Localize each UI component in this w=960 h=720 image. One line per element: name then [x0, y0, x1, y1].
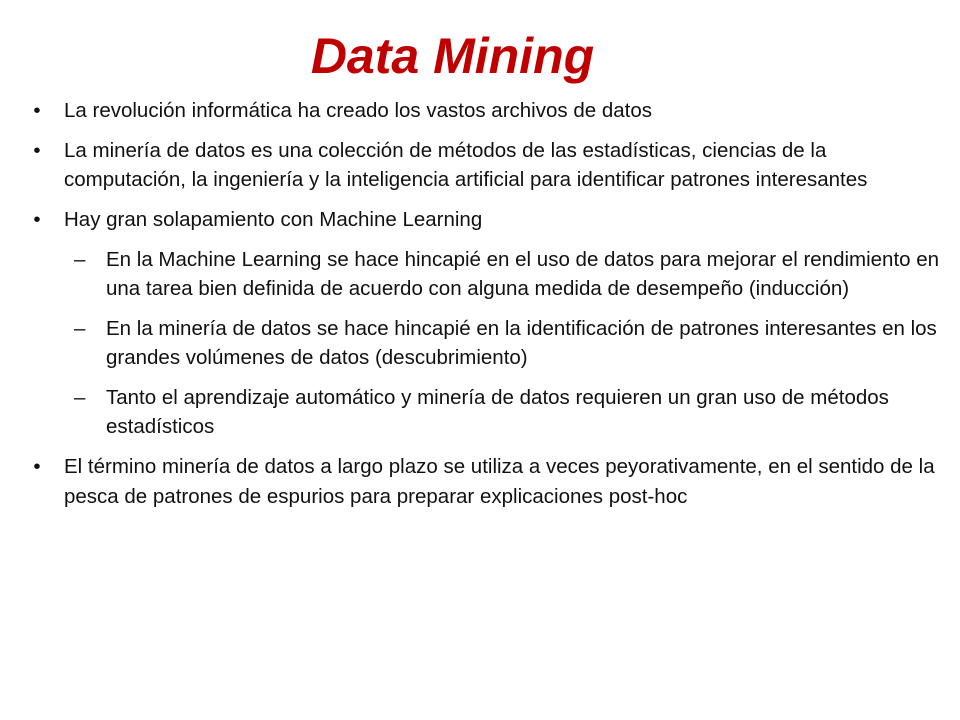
sub-bullet-item: [30, 383, 942, 441]
dash-marker: –: [74, 248, 86, 271]
bullet-text: El término minería de datos a largo plazo se utiliza a veces peyorativamente, en el sentido de la pesca de patrones de espurios para preparar explicaciones post-hoc: [64, 455, 935, 508]
bullet-text: La revolución informática ha creado los vastos archivos de datos: [64, 99, 652, 122]
dash-marker: –: [74, 317, 86, 340]
bullet-item: [30, 452, 942, 512]
bullet-list: [30, 96, 942, 523]
sub-bullet-item: [30, 314, 942, 372]
bullet-text: La minería de datos es una colección de métodos de las estadísticas, ciencias de la computación, la ingeniería y la inteligencia artificial para identificar patrones interesantes: [64, 139, 868, 191]
bullet-item: [30, 96, 942, 125]
bullet-marker: •: [33, 139, 41, 162]
bullet-text: Hay gran solapamiento con Machine Learning: [64, 208, 483, 231]
sub-bullet-text: En la Machine Learning se hace hincapié en el uso de datos para mejorar el rendimiento en una tarea bien definida de acuerdo con alguna medida de desempeño (inducción): [106, 248, 940, 300]
bullet-item: [30, 205, 942, 234]
sub-bullet-text: Tanto el aprendizaje automático y minería de datos requieren un gran uso de métodos estadísticos: [106, 386, 889, 438]
bullet-item: [30, 136, 942, 194]
bullet-marker: •: [33, 99, 41, 122]
bullet-marker: •: [33, 208, 41, 231]
sub-bullet-text: En la minería de datos se hace hincapié en la identificación de patrones interesantes en los grandes volúmenes de datos (descubrimiento): [106, 317, 937, 369]
sub-bullet-item: [30, 245, 942, 303]
bullet-marker: •: [33, 455, 41, 478]
slide-title: Data Mining: [310, 28, 595, 84]
dash-marker: –: [74, 386, 86, 409]
